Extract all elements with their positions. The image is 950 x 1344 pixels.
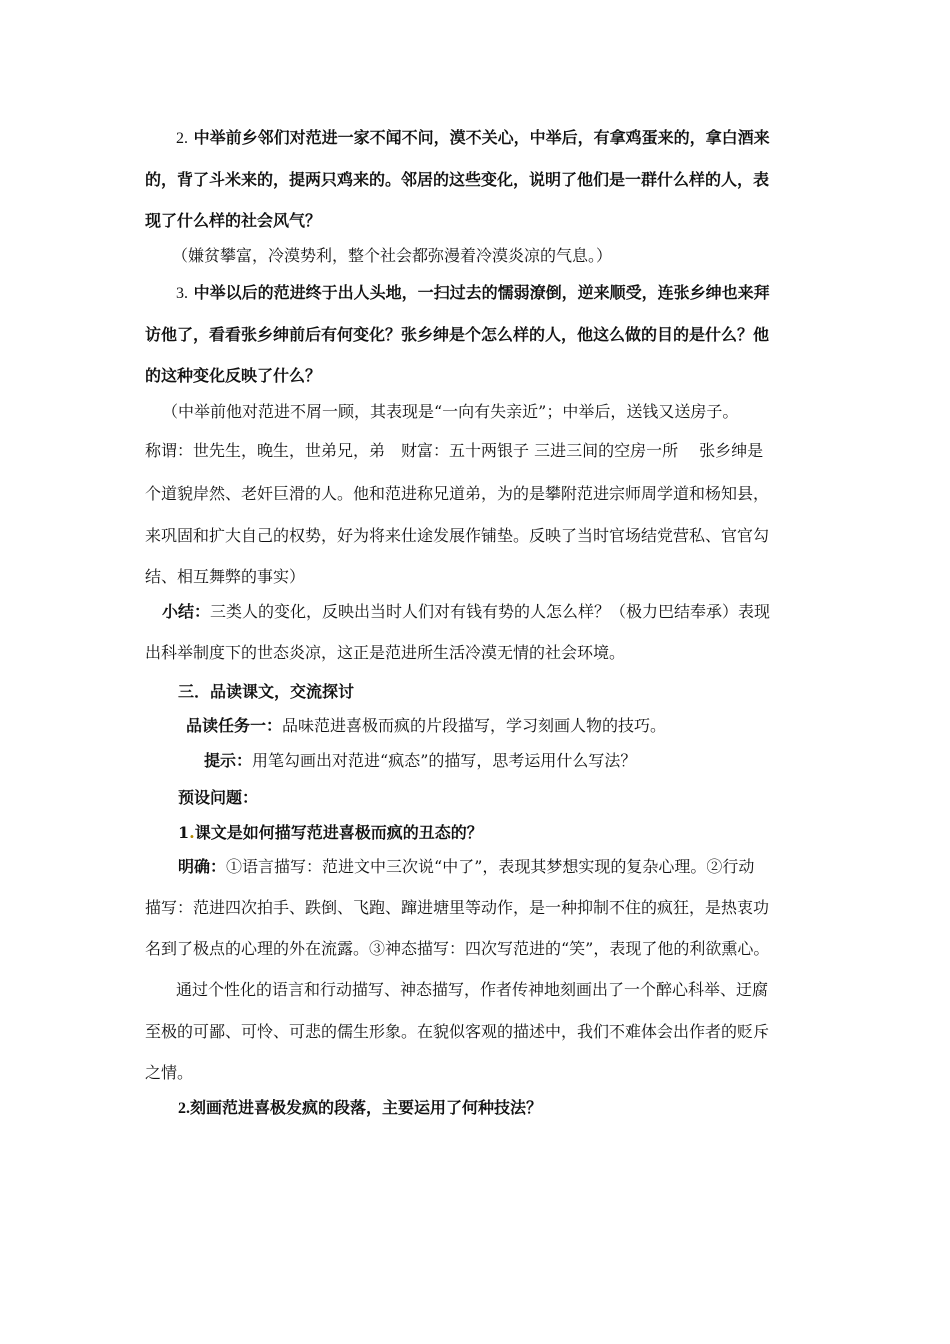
a3-line-5: 结、相互舞弊的事实）	[145, 567, 306, 586]
q2-line-2: 的，背了斗米来的，提两只鸡来的。邻居的这些变化，说明了他们是一群什么样的人，表	[145, 170, 770, 189]
summary-line-1: 小结：三类人的变化，反映出当时人们对有钱有势的人怎么样？（极力巴结奉承）表现	[162, 602, 771, 621]
ans1-label: 明确：	[178, 857, 227, 876]
hint-line: 提示：用笔勾画出对范进“疯态”的描写，思考运用什么写法？	[204, 751, 637, 770]
para-line-1: 通过个性化的语言和行动描写、神态描写，作者传神地刻画出了一个醉心科举、迂腐	[176, 980, 769, 999]
para-line-3: 之情。	[145, 1063, 194, 1082]
q3-line-2: 访他了，看看张乡绅前后有何变化？张乡绅是个怎么样的人，他这么做的目的是什么？他	[145, 325, 770, 344]
ans1-line-1: 明确：①语言描写：范进文中三次说“中了”，表现其梦想实现的复杂心理。②行动	[178, 857, 755, 876]
section-3-heading: 三．品读课文，交流探讨	[178, 682, 355, 701]
q2-line-3: 现了什么样的社会风气？	[145, 211, 322, 230]
ans1-line-2: 描写：范进四次拍手、跌倒、飞跑、蹿进塘里等动作，是一种抑制不住的疯狂，是热衷功	[145, 898, 770, 917]
summary-line-2: 出科举制度下的世态炎凉，这正是范进所生活冷漠无情的社会环境。	[145, 643, 626, 662]
task1-label: 品读任务一：	[186, 716, 283, 735]
task1-line: 品读任务一：品味范进喜极而疯的片段描写，学习刻画人物的技巧。	[186, 716, 667, 735]
preset-heading: 预设问题：	[178, 788, 259, 807]
a3-line-4: 来巩固和扩大自己的权势，好为将来仕途发展作铺垫。反映了当时官场结党营私、官官勾	[145, 526, 770, 545]
summary-label: 小结：	[162, 602, 211, 621]
hint-label: 提示：	[204, 751, 253, 770]
problem-1: 1.课文是如何描写范进喜极而疯的丑态的？	[178, 823, 483, 842]
a2-line: （嫌贫攀富，冷漠势利，整个社会都弥漫着冷漠炎凉的气息。）	[172, 246, 613, 265]
a3-line-3: 个道貌岸然、老奸巨滑的人。他和范进称兄道弟，为的是攀附范进宗师周学道和杨知县，	[145, 484, 770, 503]
q2-line-1: 2. 中举前乡邻们对范进一家不闻不问，漠不关心，中举后，有拿鸡蛋来的，拿白酒来	[176, 128, 770, 147]
ans1-line-3: 名到了极点的心理的外在流露。③神态描写：四次写范进的“笑”，表现了他的利欲熏心。	[145, 939, 770, 958]
para-line-2: 至极的可鄙、可怜、可悲的儒生形象。在貌似客观的描述中，我们不难体会出作者的贬斥	[145, 1022, 770, 1041]
a3-line-2: 称谓：世先生，晚生，世弟兄，弟 财富：五十两银子 三进三间的空房一所 张乡绅是	[145, 441, 764, 460]
q3-line-1: 3. 中举以后的范进终于出人头地，一扫过去的懦弱潦倒，逆来顺受，连张乡绅也来拜	[176, 283, 770, 302]
problem-1-number: 1	[178, 823, 190, 842]
a3-line-1: （中举前他对范进不屑一顾，其表现是“一向有失亲近”；中举后，送钱又送房子。	[162, 402, 739, 421]
q3-line-3: 的这种变化反映了什么？	[145, 366, 322, 385]
problem-2-number: 2.	[178, 1100, 190, 1117]
problem-2: 2.刻画范进喜极发疯的段落，主要运用了何种技法？	[178, 1098, 543, 1117]
q3-number: 3.	[176, 285, 188, 302]
q2-number: 2.	[176, 130, 188, 147]
